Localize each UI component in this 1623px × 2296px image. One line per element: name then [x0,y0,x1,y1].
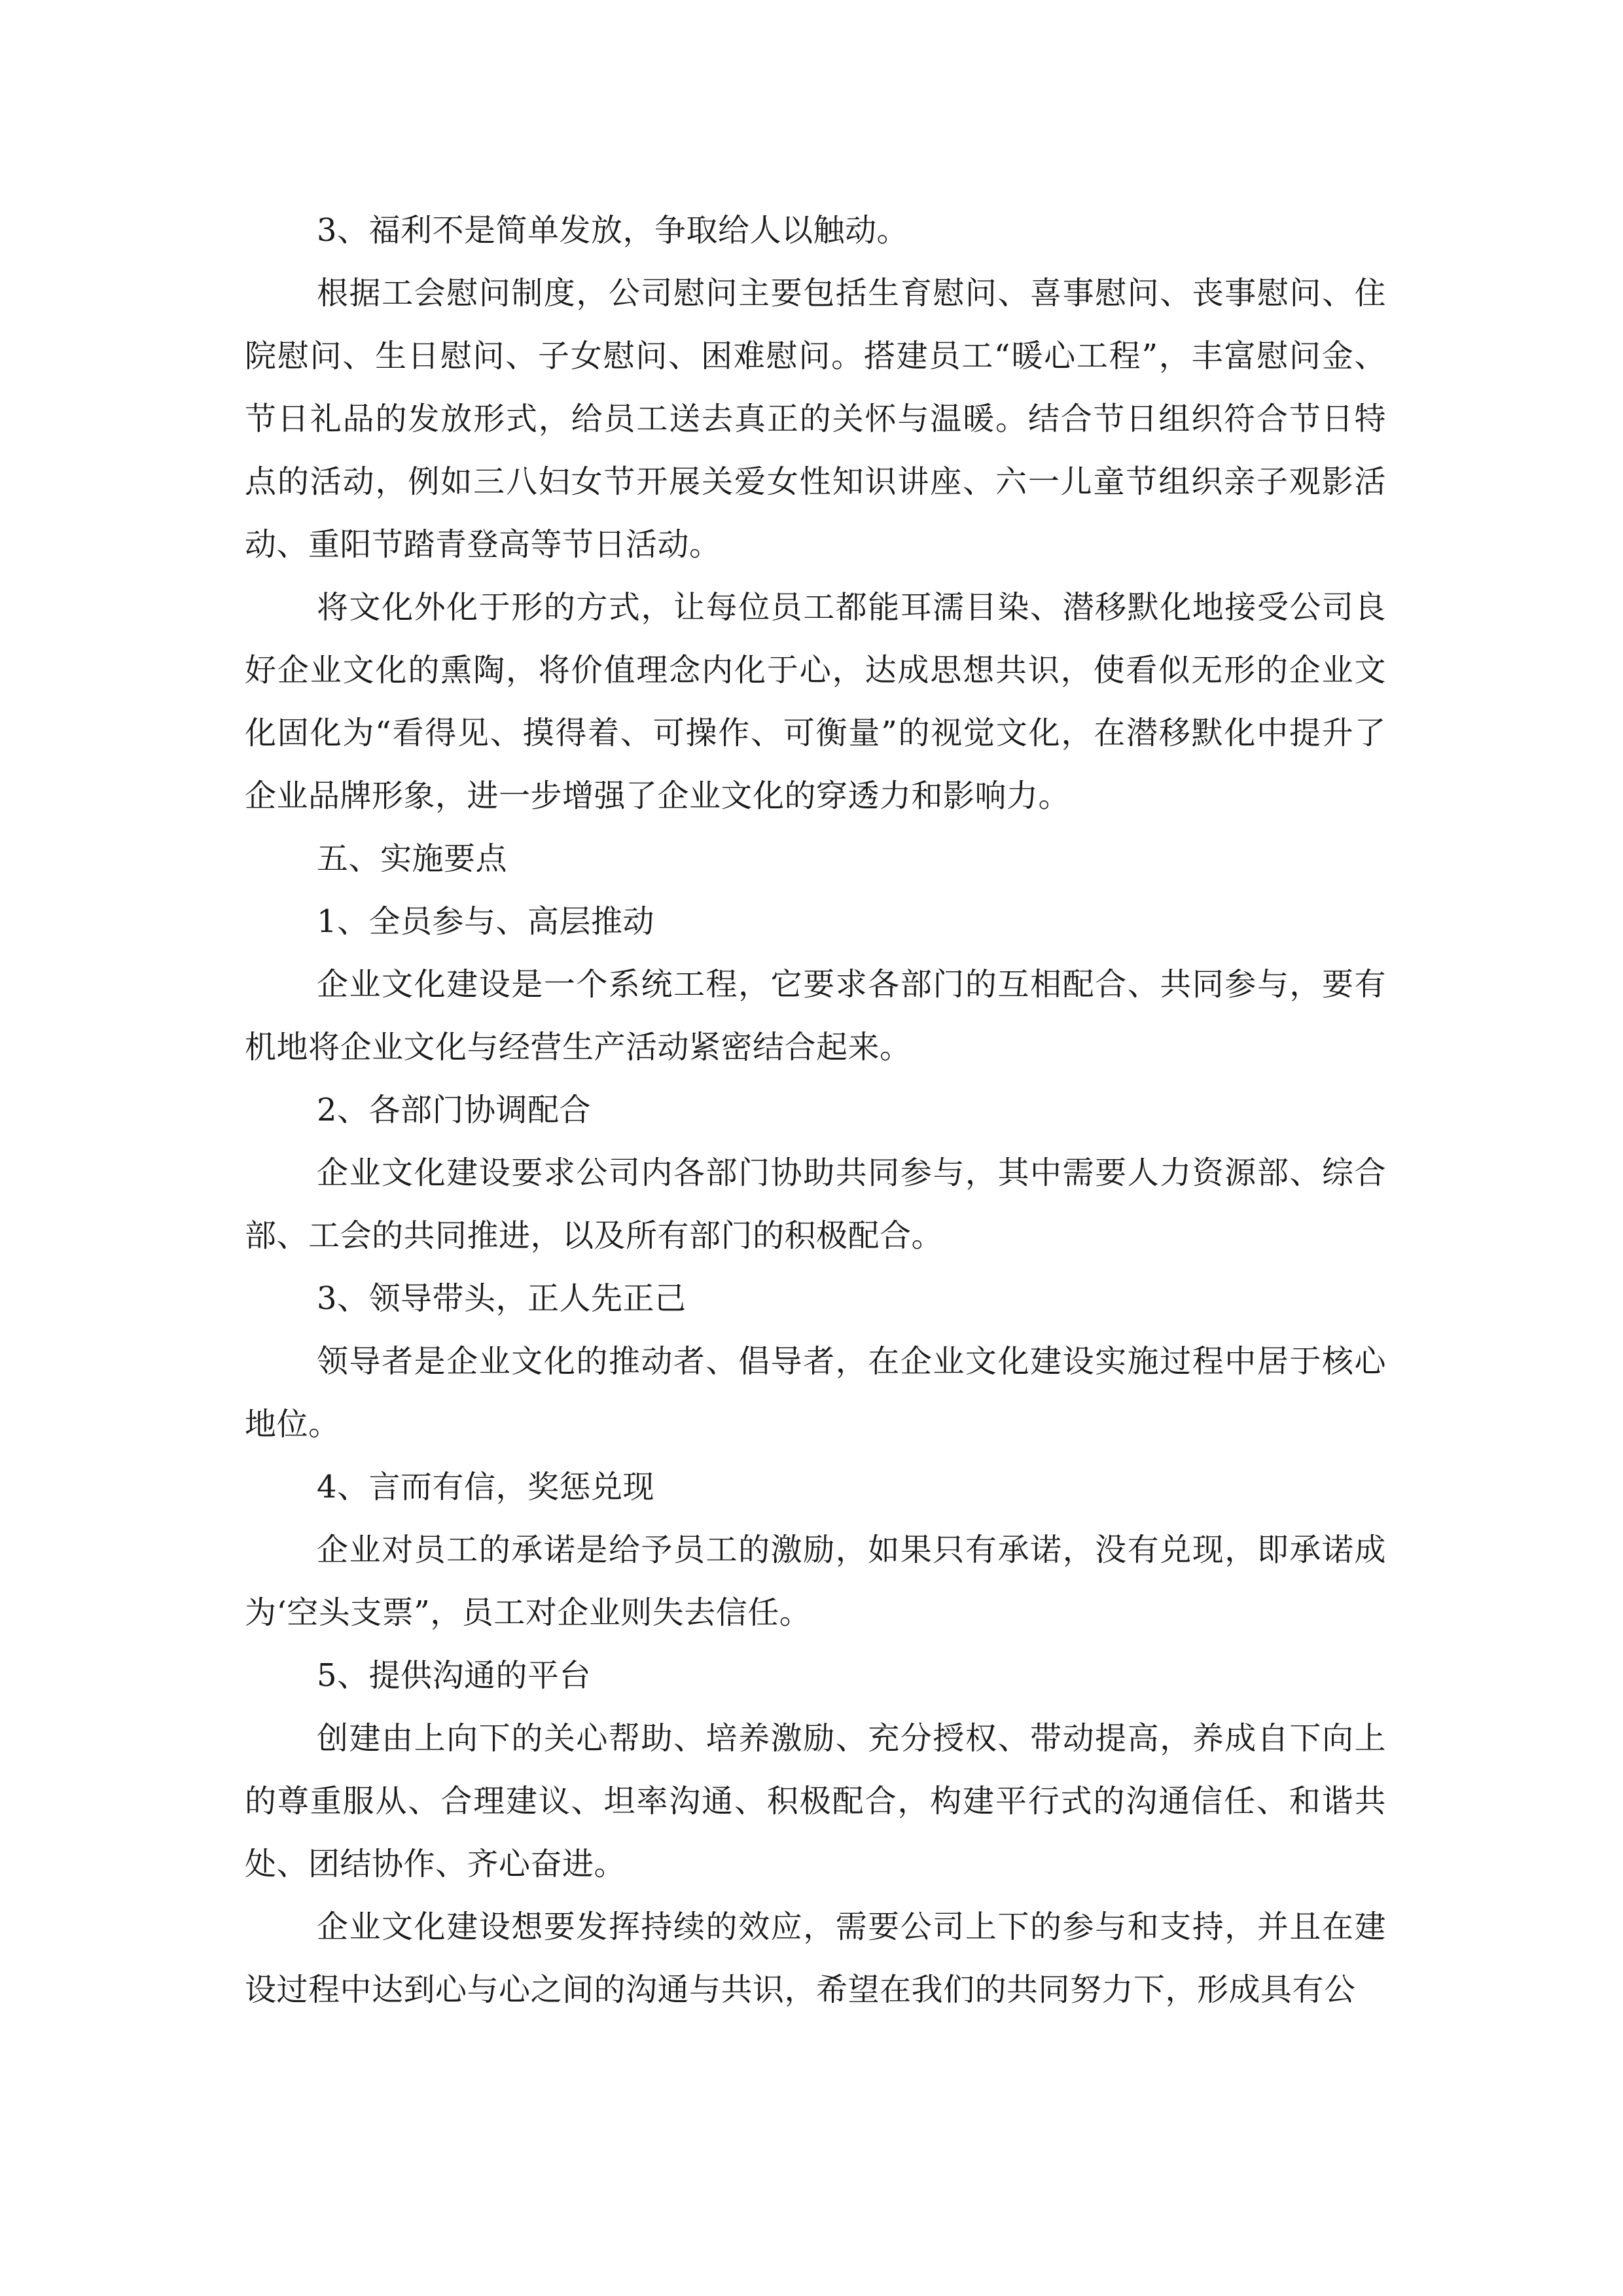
paragraph-communication: 创建由上向下的关心帮助、培养激励、充分授权、带动提高，养成自下向上的尊重服从、合理建议、坦率沟通、积极配合，构建平行式的沟通信任、和谐共处、团结协作、齐心奋进。 [245,1720,1386,1882]
subheading-keep-promises: 4、言而有信，奖惩兑现 [317,1469,655,1505]
paragraph-system-engineering: 企业文化建设是一个系统工程，它要求各部门的互相配合、共同参与，要有机地将企业文化与经营生产活动紧密结合起来。 [245,966,1386,1066]
subheading-communication-platform: 5、提供沟通的平台 [317,1657,592,1694]
subheading-welfare: 3、福利不是简单发放，争取给人以触动。 [317,212,909,249]
paragraph-department-participation: 企业文化建设要求公司内各部门协助共同参与，其中需要人力资源部、综合部、工会的共同推进，以及所有部门的积极配合。 [245,1155,1386,1254]
document-body [245,199,1386,2021]
paragraph-promises: 企业对员工的承诺是给予员工的激励，如果只有承诺，没有兑现，即承诺成为‘空头支票”，员工对企业则失去信任。 [245,1532,1386,1631]
paragraph-conclusion: 企业文化建设想要发挥持续的效应，需要公司上下的参与和支持，并且在建设过程中达到心与心之间的沟通与共识，希望在我们的共同努力下，形成具有公 [245,1909,1386,2008]
subheading-full-participation: 1、全员参与、高层推动 [317,903,655,940]
subheading-leadership: 3、领导带头，正人先正己 [317,1280,687,1317]
paragraph-condolence-system: 根据工会慰问制度，公司慰问主要包括生育慰问、喜事慰问、丧事慰问、住院慰问、生日慰问、子女慰问、困难慰问。搭建员工“暖心工程”，丰富慰问金、节日礼品的发放形式，给员工送去真正的关怀与温暖。结合节日组织符合节日特点的活动，例如三八妇女节开展关爱女性知识讲座、六一儿童节组织亲子观影活动、重阳节踏青登高等节日活动。 [245,275,1386,563]
subheading-department-coordination: 2、各部门协调配合 [317,1092,592,1128]
section-heading-implementation: 五、实施要点 [317,840,508,877]
paragraph-visual-culture: 将文化外化于形的方式，让每位员工都能耳濡目染、潜移默化地接受公司良好企业文化的熏陶，将价值理念内化于心，达成思想共识，使看似无形的企业文化固化为“看得见、摸得着、可操作、可衡量”的视觉文化，在潜移默化中提升了企业品牌形象，进一步增强了企业文化的穿透力和影响力。 [245,589,1386,814]
paragraph-leader-role: 领导者是企业文化的推动者、倡导者，在企业文化建设实施过程中居于核心地位。 [245,1343,1386,1443]
